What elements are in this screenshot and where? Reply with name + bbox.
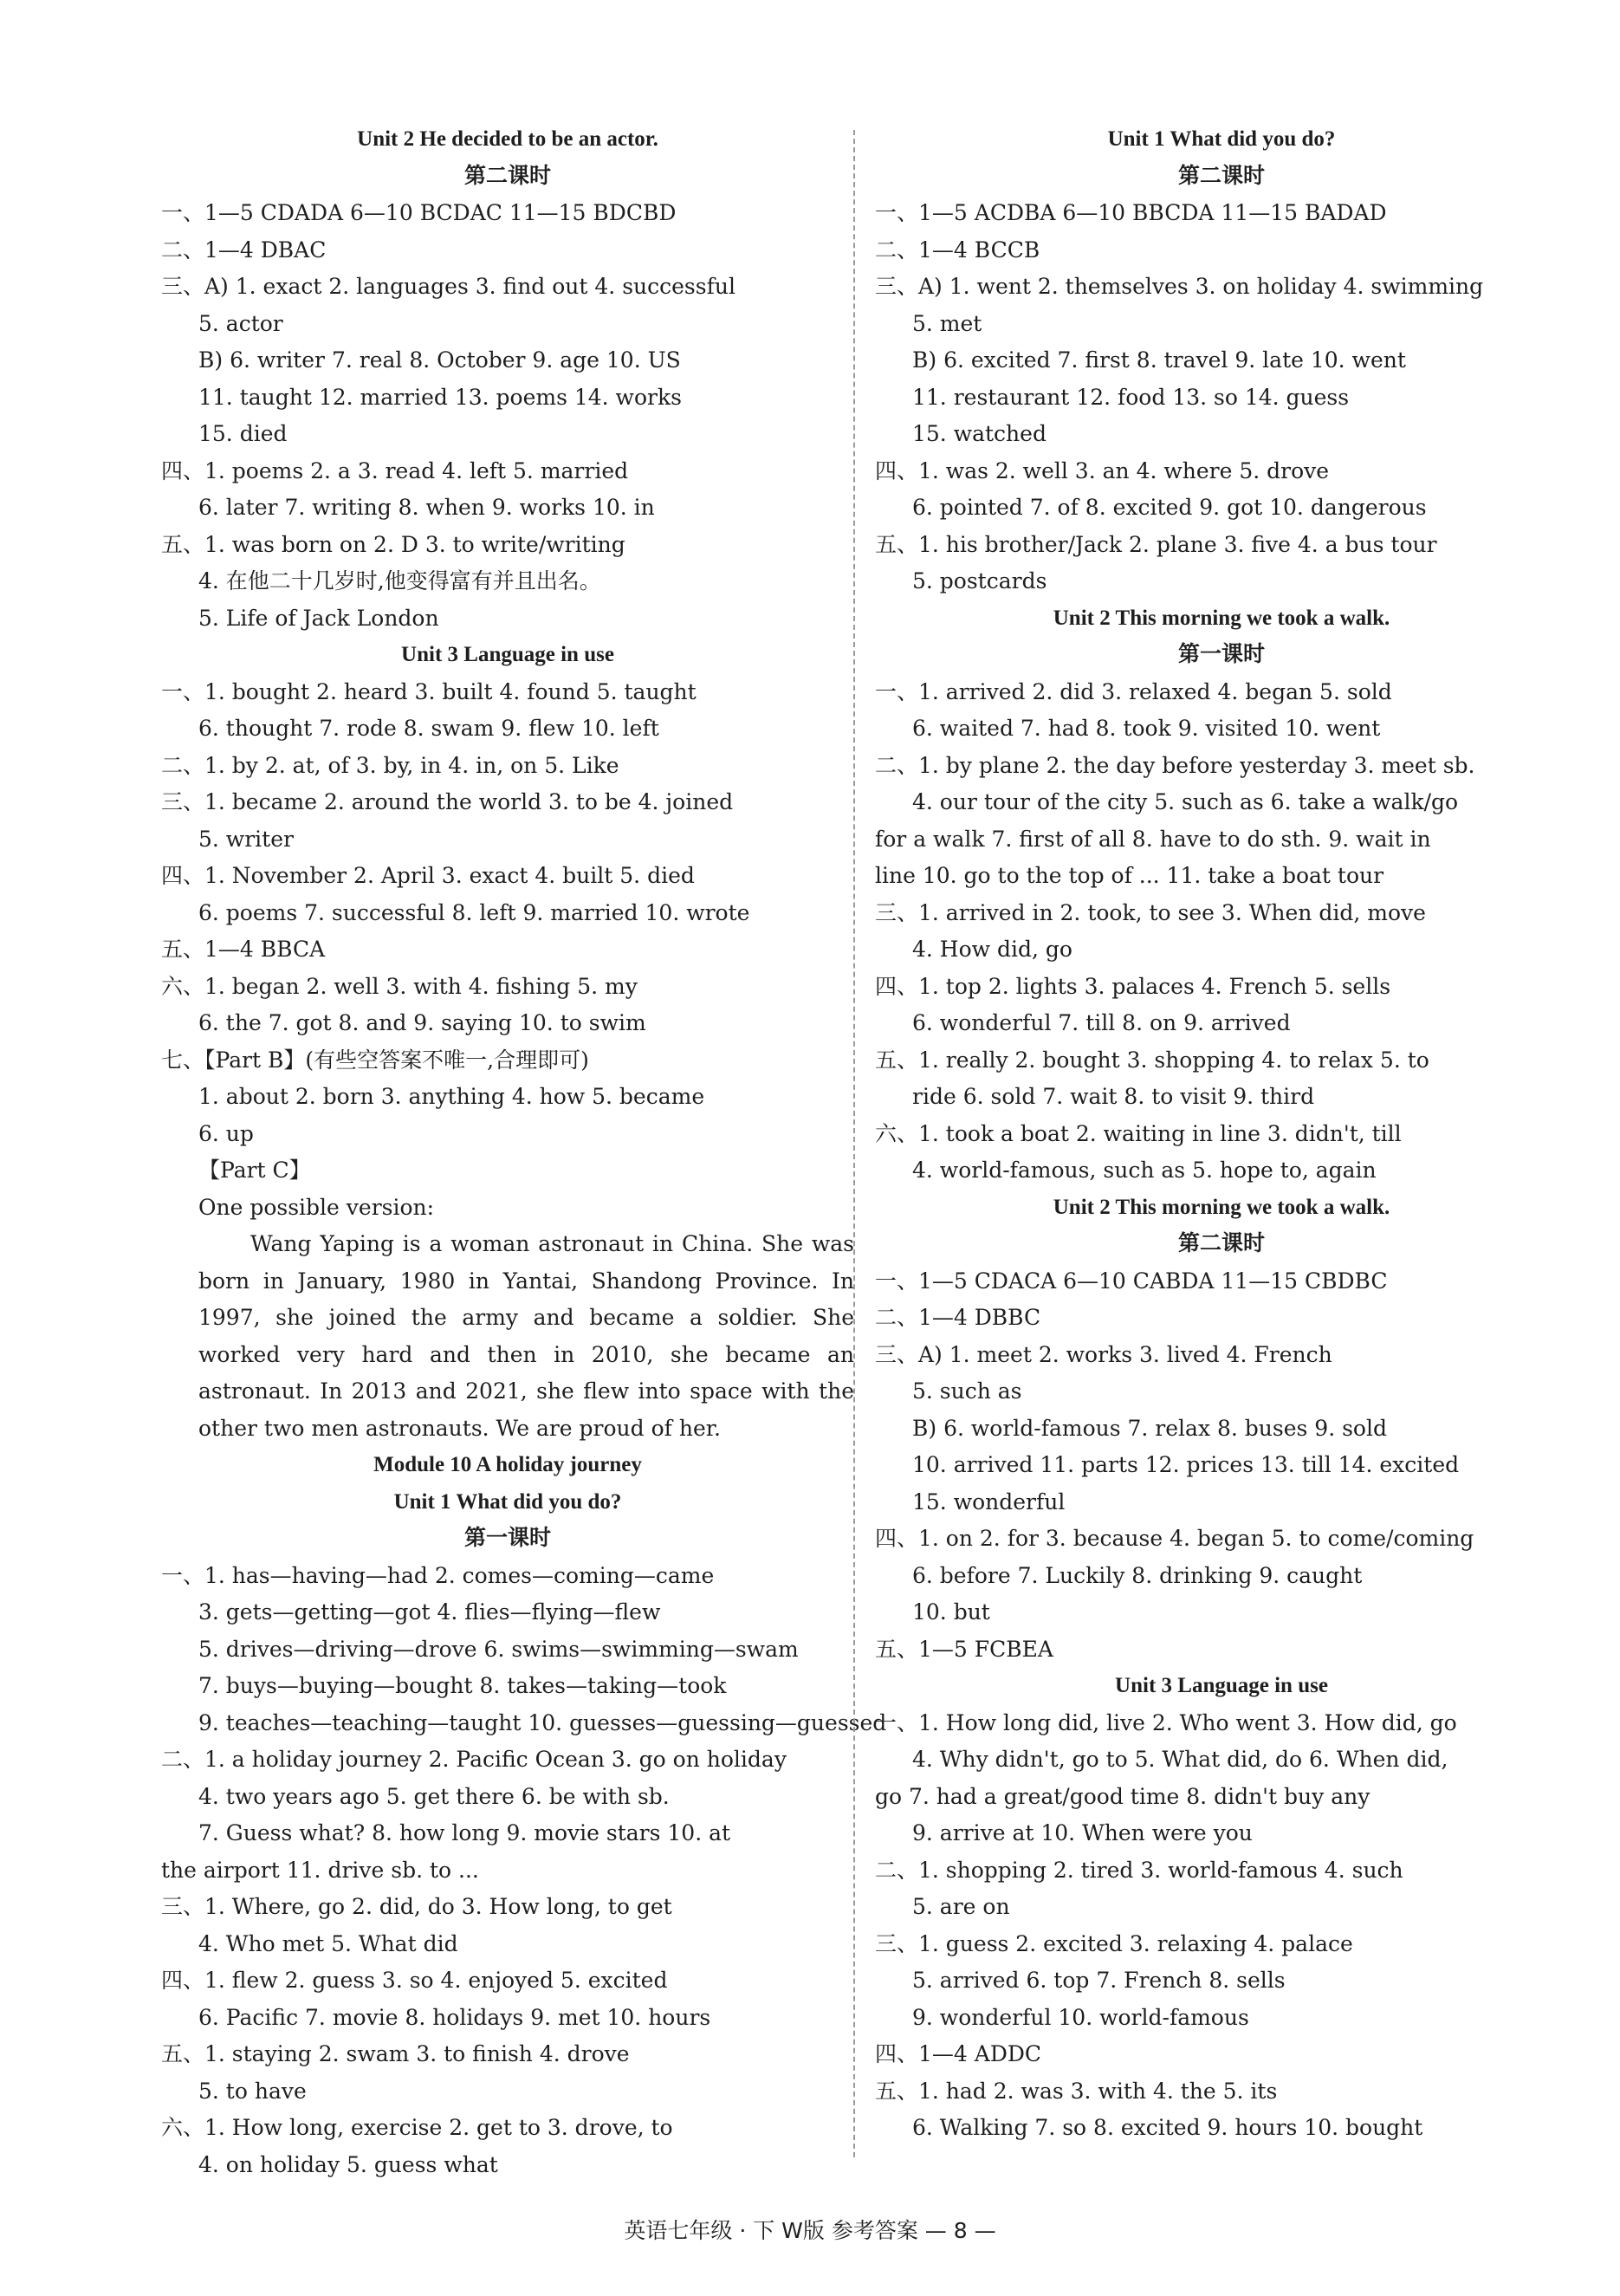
answer-line: 5. such as (912, 1378, 1022, 1404)
answer-line: 11. restaurant 12. food 13. so 14. guess (912, 384, 1350, 410)
answer-line: 四、1. poems 2. a 3. read 4. left 5. married (161, 457, 629, 483)
answer-line: 4. 在他二十几岁时,他变得富有并且出名。 (198, 568, 601, 593)
answer-line: 五、1. was born on 2. D 3. to write/writing (161, 531, 625, 557)
answer-line: 5. are on (912, 1894, 1010, 1919)
answer-line: B) 6. world-famous 7. relax 8. buses 9. sold (912, 1415, 1387, 1441)
answer-line: 6. Pacific 7. movie 8. holidays 9. met 10. hours (198, 2004, 711, 2030)
answer-line: 【Part C】 (198, 1158, 311, 1183)
answer-line: 10. arrived 11. parts 12. prices 13. till 14. excited (912, 1452, 1460, 1477)
answer-line: 四、1. was 2. well 3. an 4. where 5. drove (875, 457, 1330, 483)
answer-line: 5. Life of Jack London (198, 605, 439, 631)
answer-line: 一、1. How long did, live 2. Who went 3. How did, go (875, 1709, 1457, 1735)
section-heading: 第二课时 (1177, 1232, 1265, 1255)
section-heading: Unit 1 What did you do? (393, 1489, 622, 1514)
answer-line: ride 6. sold 7. wait 8. to visit 9. third (912, 1084, 1315, 1109)
answer-line: 四、1. flew 2. guess 3. so 4. enjoyed 5. excited (161, 1968, 668, 1993)
answer-line: 6. Walking 7. so 8. excited 9. hours 10. bought (912, 2115, 1423, 2140)
section-heading: 第一课时 (1177, 643, 1265, 666)
answer-line: 5. writer (198, 826, 294, 852)
left-column (161, 121, 887, 2183)
answer-line: go 7. had a great/good time 8. didn't buy any (875, 1783, 1371, 1809)
answer-line: 二、1—4 DBBC (875, 1305, 1041, 1330)
answer-line: 一、1—5 CDACA 6—10 CABDA 11—15 CBDBC (875, 1268, 1388, 1294)
answer-line: 6. before 7. Luckily 8. drinking 9. caught (912, 1562, 1363, 1588)
answer-line: 三、A) 1. exact 2. languages 3. find out 4. successful (161, 274, 735, 299)
answer-line: 二、1. shopping 2. tired 3. world-famous 4. such (875, 1857, 1403, 1883)
section-heading: Unit 1 What did you do? (1107, 127, 1336, 151)
answer-line: 二、1—4 DBAC (161, 237, 327, 263)
answer-line: 6. waited 7. had 8. took 9. visited 10. went (912, 716, 1381, 741)
answer-line: 四、1. on 2. for 3. because 4. began 5. to come/coming (875, 1526, 1474, 1551)
answer-line: 3. gets—getting—got 4. flies—flying—flew (198, 1599, 661, 1625)
section-heading: Unit 2 This morning we took a walk. (1053, 1195, 1390, 1219)
answer-line: 一、1. arrived 2. did 3. relaxed 4. began 5. sold (875, 678, 1392, 704)
section-heading: Unit 2 This morning we took a walk. (1053, 606, 1390, 630)
answer-line: 6. wonderful 7. till 8. on 9. arrived (912, 1010, 1291, 1035)
answer-line: 4. Who met 5. What did (198, 1930, 458, 1956)
answer-line: 11. taught 12. married 13. poems 14. works (198, 384, 682, 410)
answer-line: 一、1. bought 2. heard 3. built 4. found 5. taught (161, 678, 697, 704)
answer-line: 六、1. How long, exercise 2. get to 3. drove, to (161, 2115, 673, 2140)
section-heading: Module 10 A holiday journey (373, 1453, 642, 1476)
answer-line: 6. up (198, 1120, 254, 1146)
section-heading: 第二课时 (1177, 164, 1265, 188)
answer-line: 三、1. guess 2. excited 3. relaxing 4. palace (875, 1930, 1353, 1956)
section-heading: Unit 2 He decided to be an actor. (357, 127, 658, 151)
answer-line: 4. Why didn't, go to 5. What did, do 6. When did, (912, 1747, 1448, 1772)
answer-line: 4. on holiday 5. guess what (198, 2151, 498, 2177)
answer-line: 七、【Part B】(有些空答案不唯一,合理即可) (161, 1047, 589, 1073)
answer-line: 一、1—5 ACDBA 6—10 BBCDA 11—15 BADAD (875, 200, 1387, 225)
answer-line: 六、1. took a boat 2. waiting in line 3. didn't, till (875, 1120, 1402, 1146)
section-heading: Unit 3 Language in use (401, 643, 614, 666)
section-heading: Unit 3 Language in use (1115, 1674, 1328, 1697)
answer-line: 四、1. November 2. April 3. exact 4. built 5. died (161, 863, 695, 888)
answer-line: 二、1. a holiday journey 2. Pacific Ocean 3. go on holiday (161, 1747, 787, 1772)
answer-line: 15. watched (912, 421, 1047, 446)
answer-line: 四、1—4 ADDC (875, 2041, 1042, 2066)
right-column (875, 121, 1568, 2147)
answer-line: 5. to have (198, 2078, 307, 2104)
section-heading: 第二课时 (463, 164, 551, 188)
answer-line: 6. poems 7. successful 8. left 9. married 10. wrote (198, 899, 750, 925)
answer-line: 5. postcards (912, 568, 1047, 593)
answer-line: 五、1. staying 2. swam 3. to finish 4. drove (161, 2041, 630, 2066)
answer-line: 五、1—4 BBCA (161, 937, 326, 962)
answer-line: 1. about 2. born 3. anything 4. how 5. became (198, 1084, 705, 1109)
answer-line: 7. Guess what? 8. how long 9. movie stars 10. at (198, 1820, 731, 1845)
answer-line: for a walk 7. first of all 8. have to do sth. 9. wait in (875, 826, 1431, 852)
answer-line: One possible version: (198, 1194, 435, 1220)
answer-line: the airport 11. drive sb. to ... (161, 1857, 479, 1883)
answer-line: 15. died (198, 421, 288, 446)
essay-paragraph: Wang Yaping is a woman astronaut in China. She was born in January, 1980 in Yantai, Shandong Province. In 1997, she joined the army and became a soldier. She worked very hard and then in 2010, she became an astronaut. In 2013 and 2021, she flew into space with the other two men astronauts. We are proud of her. (198, 1231, 854, 1441)
answer-line: 三、1. became 2. around the world 3. to be 4. joined (161, 789, 734, 814)
answer-line: 7. buys—buying—bought 8. takes—taking—took (198, 1673, 727, 1698)
answer-line: 9. wonderful 10. world-famous (912, 2004, 1249, 2030)
answer-line: 三、A) 1. went 2. themselves 3. on holiday 4. swimming (875, 274, 1484, 299)
answer-line: 二、1—4 BCCB (875, 237, 1040, 263)
answer-line: 5. met (912, 310, 982, 336)
answer-line: 6. pointed 7. of 8. excited 9. got 10. dangerous (912, 495, 1427, 520)
answer-line: 15. wonderful (912, 1489, 1066, 1514)
answer-line: line 10. go to the top of ... 11. take a boat tour (875, 863, 1384, 888)
column-divider (853, 130, 855, 2157)
answer-line: 五、1. had 2. was 3. with 4. the 5. its (875, 2078, 1278, 2104)
answer-line: 六、1. began 2. well 3. with 4. fishing 5. my (161, 973, 638, 999)
answer-line: 五、1—5 FCBEA (875, 1636, 1053, 1662)
answer-line: 6. thought 7. rode 8. swam 9. flew 10. left (198, 716, 659, 741)
answer-line: 五、1. his brother/Jack 2. plane 3. five 4. a bus tour (875, 531, 1437, 557)
answer-line: 5. drives—driving—drove 6. swims—swimming—swam (198, 1636, 799, 1662)
answer-line: 三、1. arrived in 2. took, to see 3. When did, move (875, 899, 1426, 925)
answer-line: 4. world-famous, such as 5. hope to, again (912, 1158, 1377, 1183)
answer-line: 4. How did, go (912, 937, 1072, 962)
answer-line: 4. our tour of the city 5. such as 6. take a walk/go (912, 789, 1459, 814)
answer-line: 6. later 7. writing 8. when 9. works 10. in (198, 495, 655, 520)
answer-line: 四、1. top 2. lights 3. palaces 4. French 5. sells (875, 973, 1391, 999)
answer-line: 二、1. by plane 2. the day before yesterday 3. meet sb. (875, 752, 1475, 778)
answer-line: 10. but (912, 1599, 990, 1625)
answer-line: 9. teaches—teaching—taught 10. guesses—guessing—guessed (198, 1709, 887, 1735)
answer-line: 一、1—5 CDADA 6—10 BCDAC 11—15 BDCBD (161, 200, 677, 225)
answer-line: 5. actor (198, 310, 283, 336)
answer-line: 五、1. really 2. bought 3. shopping 4. to relax 5. to (875, 1047, 1429, 1073)
answer-line: 5. arrived 6. top 7. French 8. sells (912, 1968, 1286, 1993)
answer-line: B) 6. writer 7. real 8. October 9. age 10. US (198, 347, 681, 373)
answer-line: B) 6. excited 7. first 8. travel 9. late 10. went (912, 347, 1406, 373)
section-heading: 第一课时 (463, 1527, 551, 1550)
answer-line: 4. two years ago 5. get there 6. be with sb. (198, 1783, 670, 1809)
answer-line: 二、1. by 2. at, of 3. by, in 4. in, on 5. Like (161, 752, 619, 778)
answer-line: 6. the 7. got 8. and 9. saying 10. to swim (198, 1010, 646, 1035)
answer-line: 三、1. Where, go 2. did, do 3. How long, to get (161, 1894, 672, 1919)
answer-line: 一、1. has—having—had 2. comes—coming—came (161, 1562, 715, 1588)
answer-line: 9. arrive at 10. When were you (912, 1820, 1253, 1845)
answer-line: 三、A) 1. meet 2. works 3. lived 4. French (875, 1341, 1332, 1367)
page-footer: 英语七年级 · 下 W版 参考答案 — 8 — (624, 2218, 996, 2243)
